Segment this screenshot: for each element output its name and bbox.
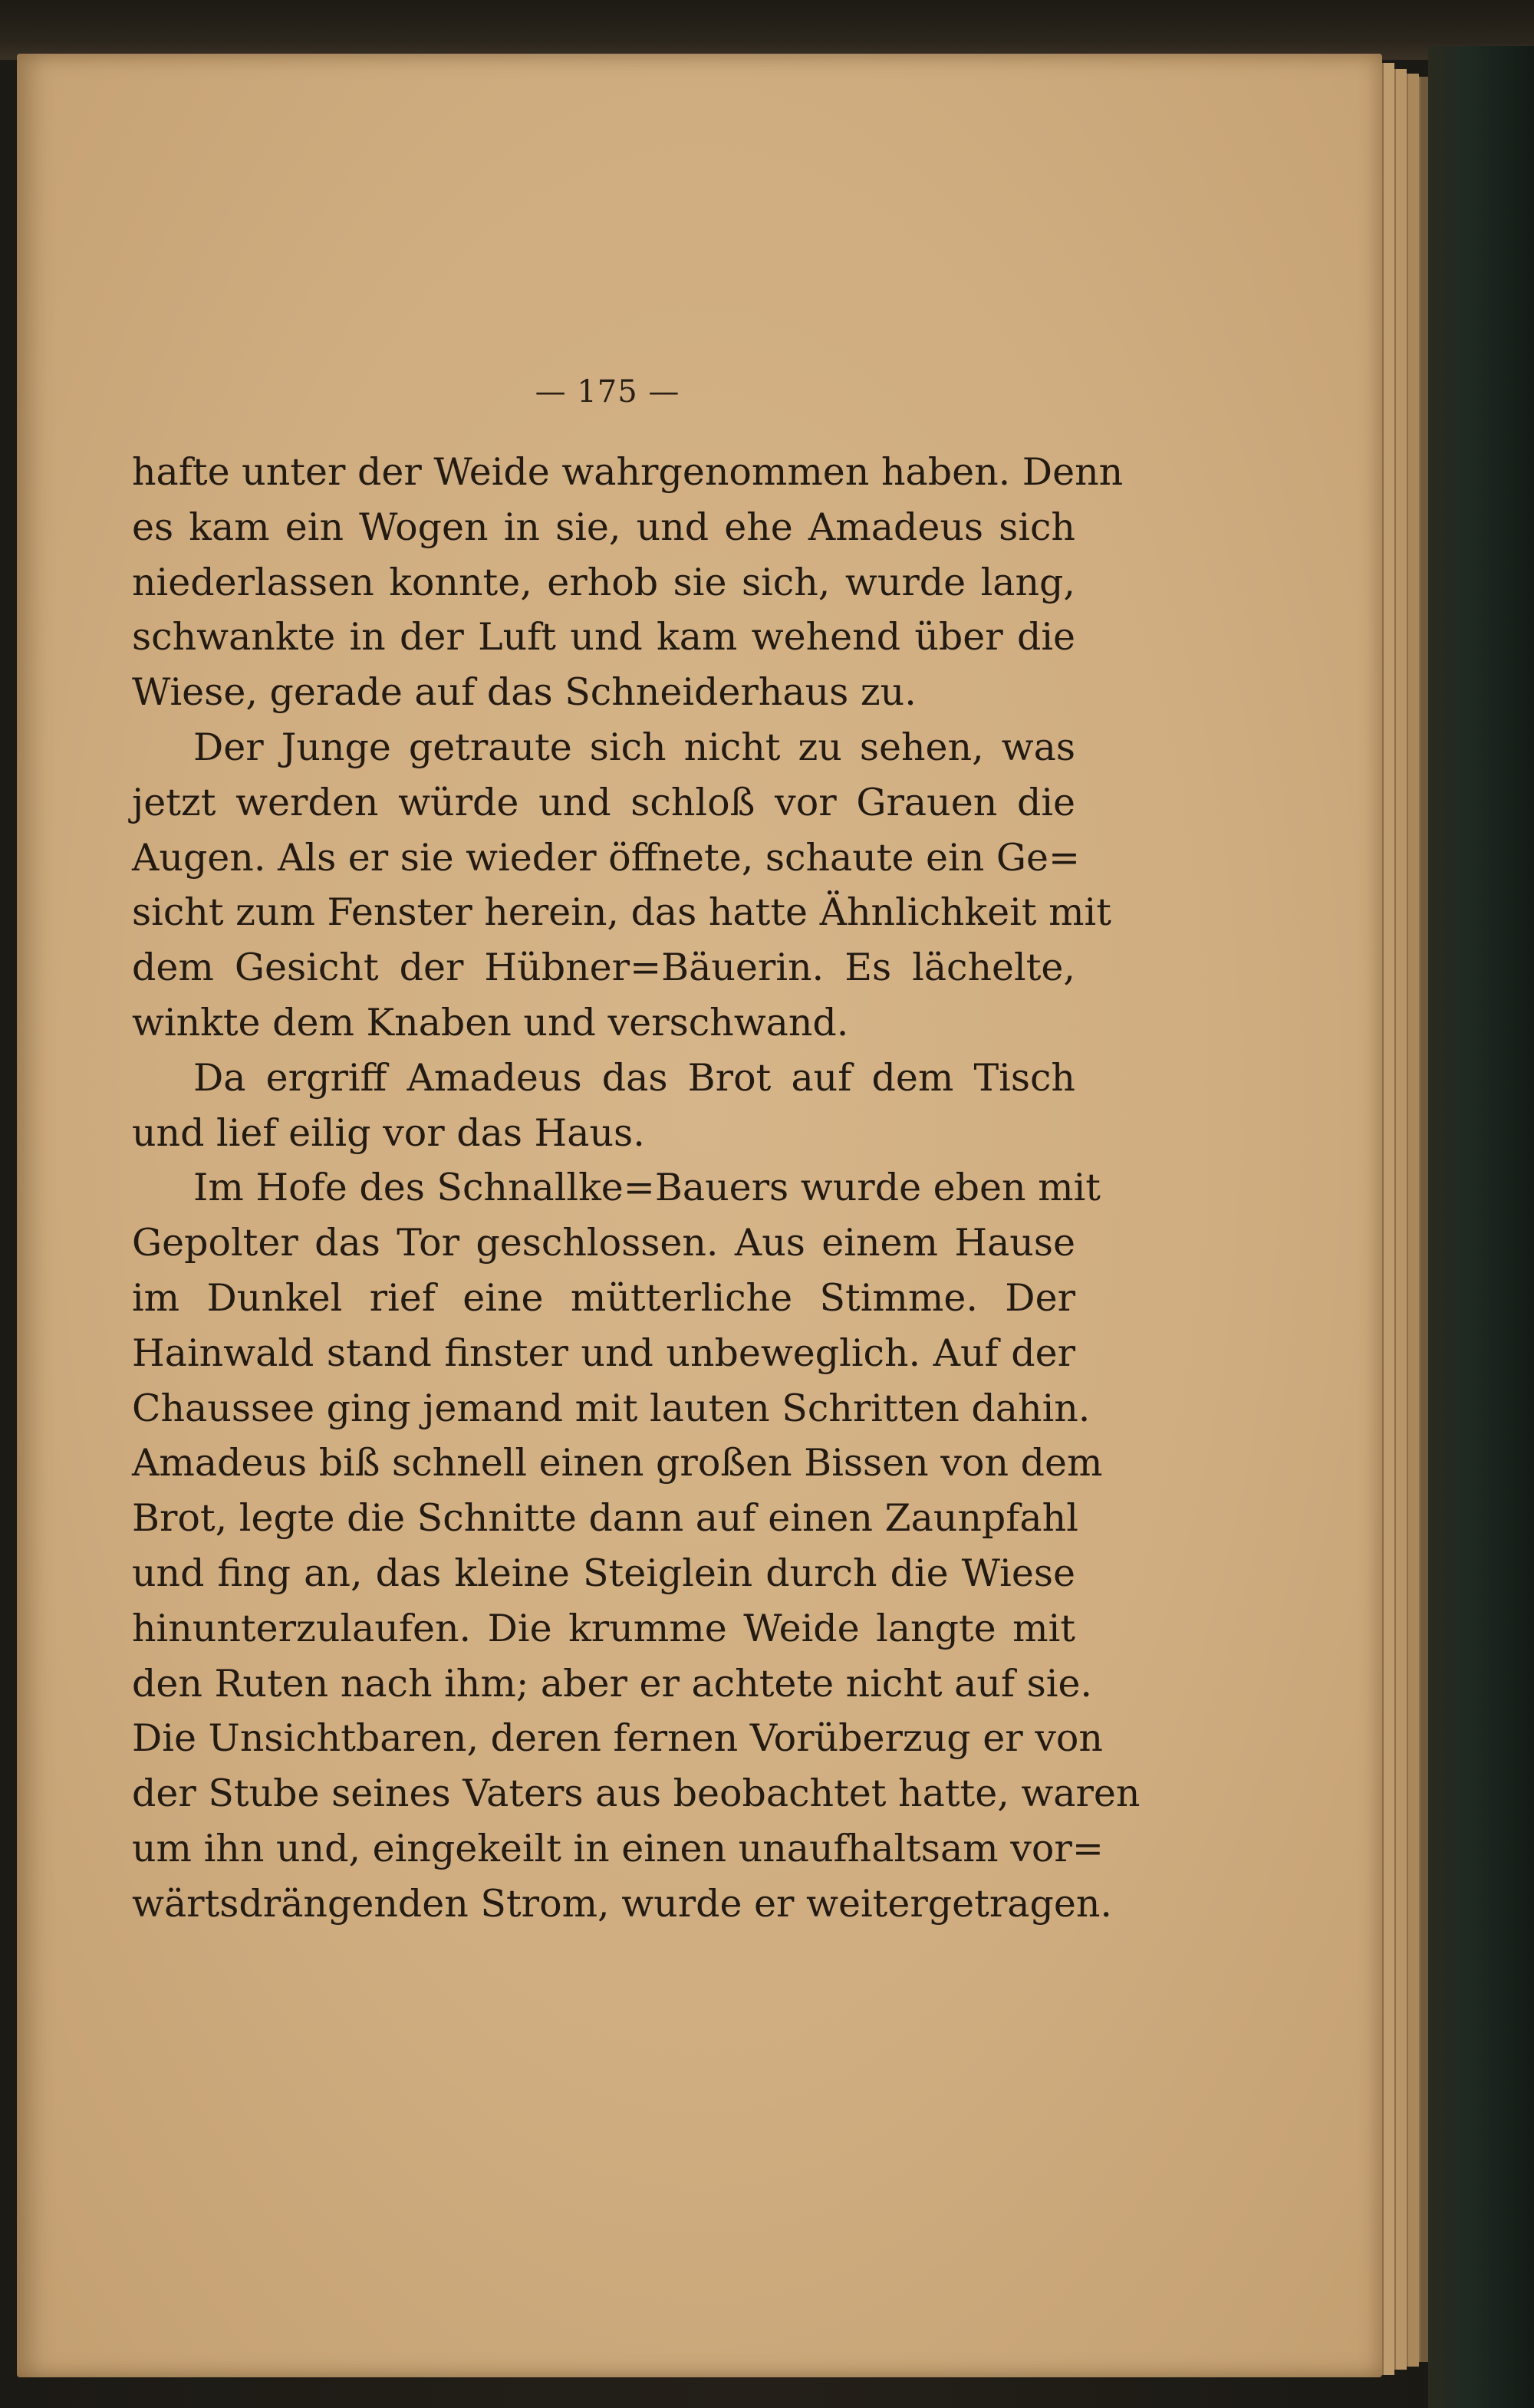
page-number: — 175 — [535,374,680,410]
book-page [17,54,1382,2377]
text-line: hinunterzulaufen. Die krumme Weide langte mit [132,1606,1075,1650]
page-edge [1419,77,1428,2362]
text-line: Hainwald stand finster und unbeweglich. Auf der [132,1331,1075,1375]
page-edge [1382,63,1394,2375]
text-line: Die Unsichtbaren, deren fernen Vorüberzug er von [132,1716,1103,1761]
text-line: Der Junge getraute sich nicht zu sehen, was [193,725,1075,769]
text-line: Wiese, gerade auf das Schneiderhaus zu. [132,670,917,715]
book-cover-edge [1428,46,1534,2408]
text-line: hafte unter der Weide wahrgenommen haben. Denn [132,450,1124,494]
text-line: sicht zum Fenster herein, das hatte Ähnlichkeit mit [132,890,1111,935]
text-line: Chaussee ging jemand mit lauten Schritten dahin. [132,1386,1091,1430]
text-line: um ihn und, eingekeilt in einen unaufhaltsam vor= [132,1826,1104,1870]
page-edge [1407,74,1419,2367]
text-line: dem Gesicht der Hübner=Bäuerin. Es lächelte, [132,946,1075,990]
text-line: Da ergriff Amadeus das Brot auf dem Tisch [193,1055,1075,1100]
text-line: Im Hofe des Schnallke=Bauers wurde eben mit [193,1166,1101,1210]
text-line: den Ruten nach ihm; aber er achtete nicht auf sie. [132,1661,1093,1706]
text-line: jetzt werden würde und schloß vor Grauen die [132,780,1075,824]
page-edge [1394,69,1407,2370]
text-line: winkte dem Knaben und verschwand. [132,1000,849,1044]
text-line: Amadeus biß schnell einen großen Bissen von dem [132,1441,1103,1485]
text-line: es kam ein Wogen in sie, und ehe Amadeus sich [132,505,1075,549]
text-line: und fing an, das kleine Steiglein durch die Wiese [132,1551,1075,1595]
text-line: Augen. Als er sie wieder öffnete, schaute ein Ge= [132,835,1081,880]
text-line: wärtsdrängenden Strom, wurde er weitergetragen. [132,1881,1112,1926]
text-line: der Stube seines Vaters aus beobachtet hatte, waren [132,1771,1141,1816]
text-line: und lief eilig vor das Haus. [132,1110,645,1155]
text-line: im Dunkel rief eine mütterliche Stimme. Der [132,1275,1075,1320]
text-line: Gepolter das Tor geschlossen. Aus einem Hause [132,1221,1075,1265]
scan-top-edge [0,0,1534,60]
text-line: niederlassen konnte, erhob sie sich, wurde lang, [132,560,1075,604]
text-line: Brot, legte die Schnitte dann auf einen Zaunpfahl [132,1496,1078,1541]
body-text [132,445,1141,1932]
text-line: schwankte in der Luft und kam wehend über die [132,615,1075,660]
